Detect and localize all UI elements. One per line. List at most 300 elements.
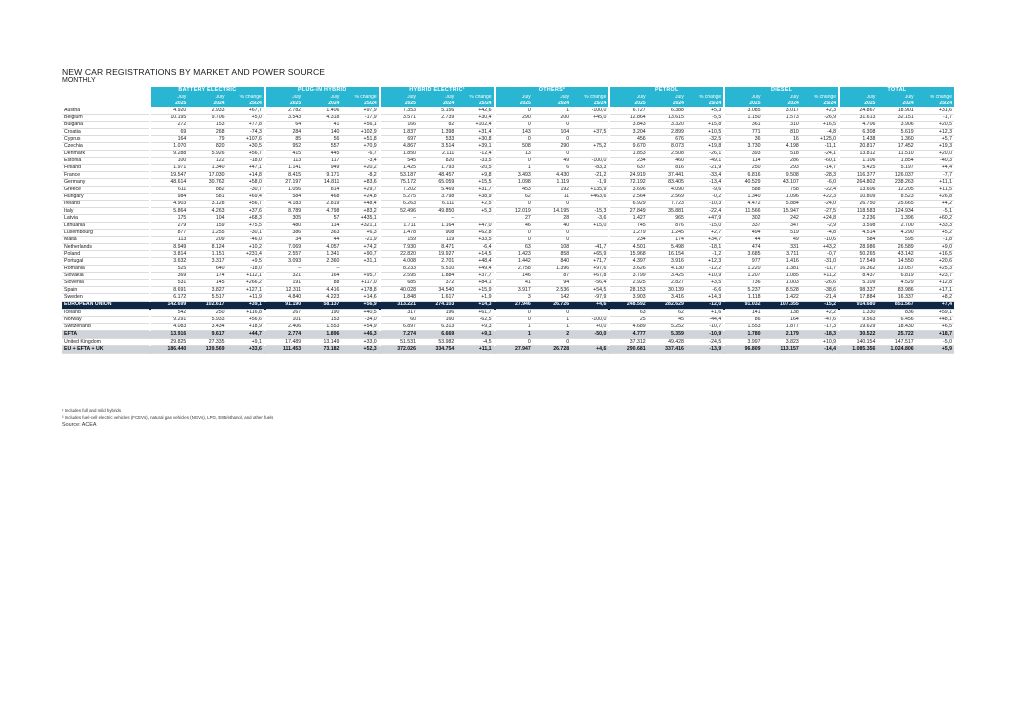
value-cell: 1.150	[724, 114, 762, 121]
value-cell: +6,3	[341, 229, 379, 236]
value-cell: 9.563	[839, 316, 877, 323]
table-row	[62, 193, 954, 200]
year-header-cell: 2025	[609, 101, 647, 108]
value-cell: -100,0	[571, 157, 609, 164]
value-cell: 1.711	[380, 222, 418, 229]
group-header: HYBRID ELECTRIC¹	[380, 87, 495, 95]
year-header-cell: 2025	[495, 101, 533, 108]
month-header-cell: July	[418, 95, 456, 101]
table-row	[62, 251, 954, 258]
value-cell: 290	[533, 143, 571, 150]
value-cell: +9,8	[456, 172, 494, 179]
value-cell: 820	[188, 143, 226, 150]
value-cell: 3.685	[724, 251, 762, 258]
value-cell: 2.569	[648, 193, 686, 200]
value-cell: 264.802	[839, 179, 877, 186]
value-cell: 5.109	[839, 280, 877, 287]
value-cell: -22,4	[801, 186, 839, 193]
value-cell: –	[265, 265, 303, 272]
market-name-cell: United Kingdom	[62, 339, 150, 346]
value-cell: 1.573	[763, 114, 801, 121]
value-cell: 480	[265, 222, 303, 229]
value-cell: +97,9	[341, 107, 379, 114]
year-header-cell: 25/24	[227, 101, 265, 108]
table-row	[62, 179, 954, 186]
value-cell: -12,0	[686, 301, 724, 309]
value-cell: -20,5	[456, 165, 494, 172]
month-header-cell: July	[303, 95, 341, 101]
value-cell: -10,3	[686, 200, 724, 207]
value-cell: -26,9	[801, 114, 839, 121]
header-blank-cell	[62, 87, 150, 95]
value-cell: -15,3	[571, 208, 609, 215]
value-cell: -49,1	[686, 157, 724, 164]
value-cell: 4.083	[150, 323, 188, 330]
value-cell: 101	[265, 316, 303, 323]
value-cell: +16,5	[801, 121, 839, 128]
value-cell: 279	[150, 222, 188, 229]
value-cell: 1.780	[724, 331, 762, 339]
value-cell: 52.496	[380, 208, 418, 215]
value-cell	[571, 236, 609, 243]
value-cell: 637	[609, 165, 647, 172]
value-cell: 6.172	[150, 294, 188, 301]
value-cell: +4,4	[916, 165, 954, 172]
table-row	[62, 136, 954, 143]
value-cell: 588	[724, 186, 762, 193]
value-cell: 191	[265, 280, 303, 287]
value-cell: 977	[724, 258, 762, 265]
value-cell: +127,1	[227, 287, 265, 294]
month-header-cell: July	[724, 95, 762, 101]
value-cell: -100,0	[571, 107, 609, 114]
value-cell: 331	[763, 244, 801, 251]
value-cell: -9,6	[686, 186, 724, 193]
value-cell: -62,5	[456, 316, 494, 323]
market-name-cell: Finland	[62, 165, 150, 172]
value-cell: -4,8	[801, 129, 839, 136]
value-cell: -4,5	[456, 339, 494, 346]
month-header-cell: July	[648, 95, 686, 101]
year-header-cell: 25/24	[456, 101, 494, 108]
value-cell: +125,0	[801, 136, 839, 143]
value-cell: 196	[418, 309, 456, 316]
value-cell: 40	[533, 222, 571, 229]
month-header-cell: % change	[227, 95, 265, 101]
value-cell: +14,8	[227, 172, 265, 179]
value-cell: 234	[609, 236, 647, 243]
value-cell: 1.056	[265, 186, 303, 193]
value-cell: +56,9	[341, 301, 379, 309]
value-cell: -18,0	[227, 157, 265, 164]
value-cell: -21,9	[341, 236, 379, 243]
value-cell: 63	[609, 309, 647, 316]
value-cell: 9.508	[763, 172, 801, 179]
market-name-cell: Ireland	[62, 200, 150, 207]
value-cell: +2,3	[801, 107, 839, 114]
value-cell: +59,1	[916, 309, 954, 316]
value-cell: -30,1	[227, 229, 265, 236]
value-cell: 1.884	[418, 272, 456, 279]
value-cell: 50.265	[839, 251, 877, 258]
value-cell: 836	[877, 309, 915, 316]
value-cell: 22.820	[380, 251, 418, 258]
value-cell: 83.986	[877, 287, 915, 294]
value-cell: 3.128	[188, 200, 226, 207]
value-cell: +14,3	[456, 301, 494, 309]
value-cell: 1.096	[763, 193, 801, 200]
value-cell: 1.098	[495, 179, 533, 186]
value-cell: 305	[265, 215, 303, 222]
value-cell: 35.881	[648, 208, 686, 215]
value-cell: +1,6	[686, 309, 724, 316]
market-name-cell: Greece	[62, 186, 150, 193]
value-cell: 337	[724, 222, 762, 229]
value-cell: -40,3	[916, 157, 954, 164]
value-cell: 6.388	[648, 107, 686, 114]
value-cell: 5.252	[648, 323, 686, 330]
value-cell: -46,0	[227, 236, 265, 243]
market-name-cell: Spain	[62, 287, 150, 294]
value-cell: 286	[763, 157, 801, 164]
value-cell: 313.221	[380, 301, 418, 309]
value-cell: 17.884	[839, 294, 877, 301]
value-cell: 19.927	[418, 251, 456, 258]
value-cell: -1,7	[916, 114, 954, 121]
value-cell: 5.425	[839, 165, 877, 172]
value-cell: +11,5	[916, 186, 954, 193]
value-cell: 468	[303, 193, 341, 200]
value-cell: 10.195	[150, 114, 188, 121]
value-cell: 17.489	[265, 339, 303, 346]
value-cell: 542	[150, 309, 188, 316]
value-cell: 111.453	[265, 346, 303, 354]
market-name-cell: Sweden	[62, 294, 150, 301]
value-cell: 1.024.806	[877, 346, 915, 354]
value-cell: -5,5	[686, 114, 724, 121]
value-cell: 949	[303, 165, 341, 172]
value-cell: +11,2	[801, 272, 839, 279]
month-header-cell: % change	[571, 95, 609, 101]
table-row	[62, 150, 954, 157]
value-cell: 0	[533, 236, 571, 243]
value-cell: 1.279	[609, 229, 647, 236]
value-cell: 65.059	[418, 179, 456, 186]
value-cell: 1.220	[724, 265, 762, 272]
value-cell: 2.819	[303, 200, 341, 207]
value-cell: 508	[495, 143, 533, 150]
value-cell: +75,5	[227, 222, 265, 229]
table-row	[62, 236, 954, 243]
value-cell: 4.777	[609, 331, 647, 339]
value-cell: 8.949	[150, 244, 188, 251]
value-cell: 19.547	[150, 172, 188, 179]
value-cell: 27	[495, 215, 533, 222]
value-cell: 3.317	[188, 258, 226, 265]
market-name-cell: Iceland	[62, 309, 150, 316]
value-cell: 4.397	[609, 258, 647, 265]
value-cell: 1.854	[877, 157, 915, 164]
value-cell: +4,2	[916, 200, 954, 207]
value-cell: 584	[265, 193, 303, 200]
value-cell: 119	[418, 236, 456, 243]
value-cell: 810	[763, 129, 801, 136]
value-cell: -30,7	[227, 186, 265, 193]
value-cell: 8.124	[188, 244, 226, 251]
year-header-cell: 2024	[303, 101, 341, 108]
value-cell: 5.510	[418, 265, 456, 272]
value-cell: 557	[303, 143, 341, 150]
value-cell: 2.827	[648, 280, 686, 287]
value-cell: +43,2	[801, 244, 839, 251]
value-cell: -38,6	[801, 287, 839, 294]
value-cell: 1.853	[609, 150, 647, 157]
value-cell: 4.430	[533, 172, 571, 179]
value-cell: 26.750	[839, 200, 877, 207]
value-cell: 174	[188, 272, 226, 279]
value-cell: +42,6	[456, 107, 494, 114]
value-cell: +321,1	[341, 222, 379, 229]
value-cell	[456, 215, 494, 222]
value-cell: +14,6	[341, 294, 379, 301]
value-cell: 4.514	[839, 229, 877, 236]
value-cell: -1,8	[916, 236, 954, 243]
value-cell: +5,9	[916, 346, 954, 354]
value-cell: +17,1	[916, 287, 954, 294]
value-cell: +14,5	[456, 251, 494, 258]
value-cell: -13,4	[686, 179, 724, 186]
market-name-cell: Norway	[62, 316, 150, 323]
value-cell: 3.204	[609, 129, 647, 136]
market-name-cell: EFTA	[62, 331, 150, 339]
value-cell: 2.406	[265, 323, 303, 330]
value-cell: +30,8	[456, 136, 494, 143]
value-cell: +40,5	[341, 309, 379, 316]
value-cell: 49.428	[648, 339, 686, 346]
value-cell: 6.727	[609, 107, 647, 114]
value-cell: 1.617	[418, 294, 456, 301]
value-cell: 3.425	[648, 272, 686, 279]
value-cell: 8.415	[265, 172, 303, 179]
value-cell: 1.085.356	[839, 346, 877, 354]
value-cell: 16.362	[839, 265, 877, 272]
value-cell: 4.183	[265, 200, 303, 207]
value-cell: +12,3	[686, 258, 724, 265]
value-cell: 1.207	[724, 272, 762, 279]
value-cell: +435,1	[341, 215, 379, 222]
value-cell: 15.947	[763, 208, 801, 215]
value-cell: -14,7	[801, 165, 839, 172]
group-header: BATTERY ELECTRIC	[150, 87, 265, 95]
value-cell: +84,1	[456, 280, 494, 287]
value-cell: 1.971	[150, 165, 188, 172]
value-cell: +2,7	[686, 229, 724, 236]
value-cell	[571, 136, 609, 143]
value-cell: 3.543	[265, 114, 303, 121]
year-header-cell: 25/24	[686, 101, 724, 108]
value-cell: 814	[303, 186, 341, 193]
value-cell: 0	[495, 107, 533, 114]
value-cell: 1.416	[763, 258, 801, 265]
value-cell: 302	[724, 215, 762, 222]
market-name-cell: Cyprus	[62, 136, 150, 143]
value-cell: 27.849	[609, 208, 647, 215]
value-cell: 2.933	[188, 107, 226, 114]
value-cell: 640	[188, 265, 226, 272]
market-name-cell: Austria	[62, 107, 150, 114]
value-cell: 7.930	[380, 244, 418, 251]
value-cell: +83,2	[341, 208, 379, 215]
value-cell: 595	[877, 236, 915, 243]
value-cell: 4.263	[188, 208, 226, 215]
table-row	[62, 339, 954, 346]
value-cell: 3.823	[763, 339, 801, 346]
value-cell: 2.925	[609, 280, 647, 287]
value-cell: +24,8	[341, 193, 379, 200]
value-cell: -22,4	[686, 208, 724, 215]
value-cell: 6.816	[724, 172, 762, 179]
value-cell: +37,5	[571, 129, 609, 136]
value-cell: 386	[265, 229, 303, 236]
value-cell: 2.236	[839, 215, 877, 222]
value-cell: 6.308	[839, 129, 877, 136]
value-cell: +10,2	[227, 244, 265, 251]
value-cell: -18,1	[686, 244, 724, 251]
value-cell: +60,2	[916, 215, 954, 222]
value-cell: +56,6	[227, 316, 265, 323]
month-header-cell: % change	[341, 95, 379, 101]
value-cell: 2.564	[609, 193, 647, 200]
value-cell: 26.728	[533, 346, 571, 354]
value-cell: 858	[533, 251, 571, 258]
value-cell: 1	[495, 331, 533, 339]
value-cell: 8.233	[380, 265, 418, 272]
value-cell: 525	[150, 265, 188, 272]
value-cell: 347	[763, 222, 801, 229]
value-cell: +56,1	[341, 121, 379, 128]
value-cell: 876	[648, 222, 686, 229]
value-cell: 118.583	[839, 208, 877, 215]
value-cell: -41,7	[571, 244, 609, 251]
value-cell: +2,2	[801, 309, 839, 316]
value-cell: +20,0	[916, 150, 954, 157]
value-cell: 9.670	[609, 143, 647, 150]
value-cell: 174	[648, 236, 686, 243]
value-cell: +70,9	[341, 143, 379, 150]
value-cell: +18,9	[227, 323, 265, 330]
value-cell: 7.723	[648, 200, 686, 207]
value-cell: 5.619	[877, 129, 915, 136]
value-cell: 12.019	[495, 208, 533, 215]
value-cell: +5,3	[686, 107, 724, 114]
value-cell	[571, 200, 609, 207]
value-cell: 293	[763, 165, 801, 172]
value-cell: 445	[303, 150, 341, 157]
value-cell: 28	[533, 215, 571, 222]
value-cell: 0	[495, 200, 533, 207]
value-cell: 4.840	[265, 294, 303, 301]
group-header: TOTAL	[839, 87, 954, 95]
value-cell: 18.901	[877, 107, 915, 114]
value-cell: 7.353	[380, 107, 418, 114]
value-cell: -56,4	[571, 280, 609, 287]
value-cell: 1	[495, 165, 533, 172]
value-cell: 16.337	[877, 294, 915, 301]
table-row	[62, 165, 954, 172]
value-cell: +47,9	[686, 215, 724, 222]
value-cell: 37.312	[609, 339, 647, 346]
table-row	[62, 280, 954, 287]
value-cell: 1.106	[839, 157, 877, 164]
group-header: PETROL	[609, 87, 724, 95]
value-cell: 584	[839, 236, 877, 243]
value-cell: +5,0	[227, 114, 265, 121]
value-cell: -3,4	[341, 157, 379, 164]
value-cell: 1.164	[418, 222, 456, 229]
value-cell: 290	[495, 114, 533, 121]
value-cell: 2.774	[265, 331, 303, 339]
table-row	[62, 294, 954, 301]
value-cell: 96.809	[724, 346, 762, 354]
month-header-cell: July	[839, 95, 877, 101]
value-cell: 3.906	[877, 121, 915, 128]
market-name-cell: Hungary	[62, 193, 150, 200]
value-cell: 4.223	[303, 294, 341, 301]
year-header-cell: 2025	[150, 101, 188, 108]
value-cell: 30.522	[839, 331, 877, 339]
value-cell: 19.629	[839, 323, 877, 330]
value-cell: +117,0	[341, 280, 379, 287]
value-cell: 40.529	[724, 179, 762, 186]
value-cell: +95,7	[341, 272, 379, 279]
value-cell: 7.274	[380, 331, 418, 339]
value-cell: 25.722	[877, 331, 915, 339]
value-cell: 27.197	[265, 179, 303, 186]
value-cell: 29.825	[150, 339, 188, 346]
value-cell: 1.478	[380, 229, 418, 236]
aggregate-row	[62, 331, 954, 339]
value-cell: +69,4	[227, 193, 265, 200]
month-header-cell: July	[763, 95, 801, 101]
value-cell: 17.452	[877, 143, 915, 150]
value-cell: 27.946	[495, 301, 533, 309]
value-cell: 13.057	[877, 265, 915, 272]
value-cell: -15,0	[686, 222, 724, 229]
value-cell: 153	[188, 121, 226, 128]
market-name-cell: Luxembourg	[62, 229, 150, 236]
value-cell: 140.154	[839, 339, 877, 346]
month-header-cell: % change	[686, 95, 724, 101]
value-cell: 1.422	[763, 294, 801, 301]
value-cell: -44,4	[686, 316, 724, 323]
value-cell: 53.187	[380, 172, 418, 179]
value-cell: 3.916	[648, 258, 686, 265]
table-row	[62, 114, 954, 121]
value-cell: 3.632	[150, 258, 188, 265]
value-cell: 1.118	[724, 294, 762, 301]
year-header-cell: 25/24	[341, 101, 379, 108]
market-name-cell: Malta	[62, 236, 150, 243]
market-name-cell: Bulgaria	[62, 121, 150, 128]
value-cell: 581	[188, 193, 226, 200]
table-row	[62, 229, 954, 236]
value-cell: 1.396	[877, 215, 915, 222]
value-cell: +56,7	[227, 150, 265, 157]
value-cell: 4.318	[303, 114, 341, 121]
value-cell: +30,5	[227, 143, 265, 150]
value-cell: 26.589	[877, 244, 915, 251]
value-cell: 518	[763, 150, 801, 157]
